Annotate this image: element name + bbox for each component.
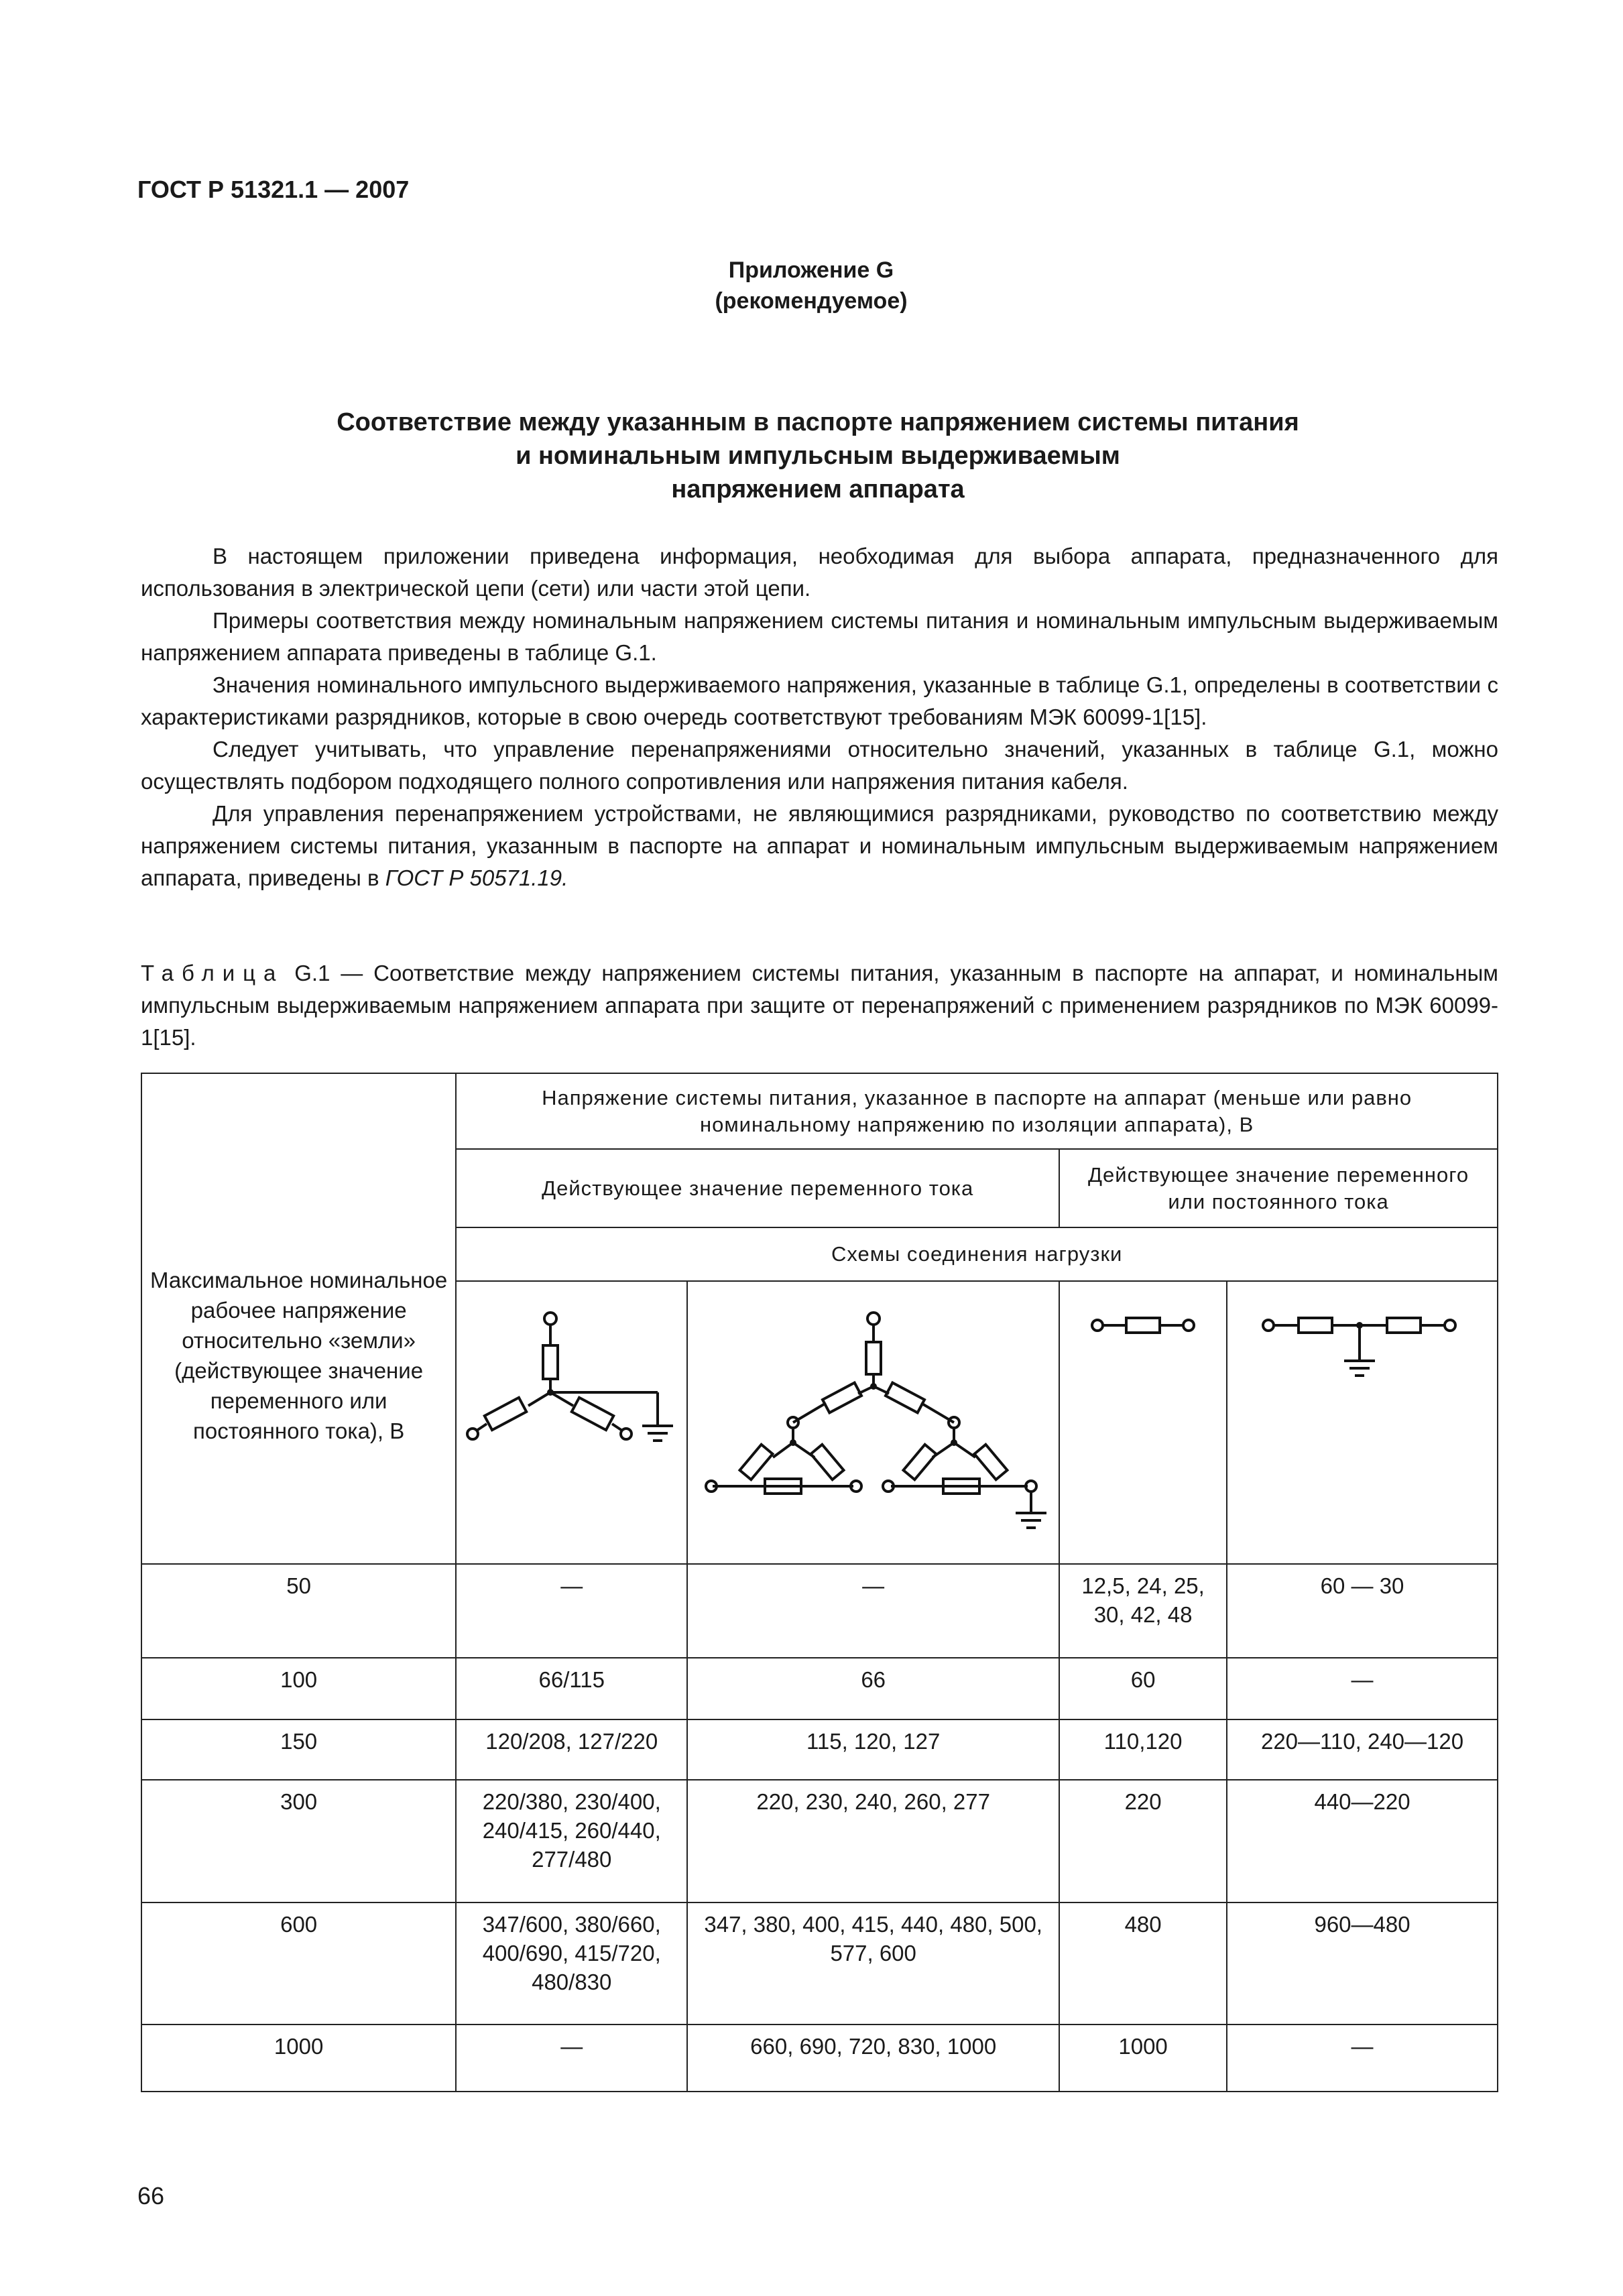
table-caption-word: Таблица (141, 961, 284, 985)
paragraph: Примеры соответствия между номинальным напряжением системы питания и номинальным импульсным выдерживаемым напряжением аппарата приведены в таблице G.1. (141, 608, 1498, 665)
paragraph: Значения номинального импульсного выдерживаемого напряжения, указанные в таблице G.1, определены в соответствии с характеристиками разрядников, которые в свою очередь соответствуют требованиям МЭК 60099-1[15]. (141, 672, 1498, 729)
cell-midpoint: — (1351, 1667, 1374, 1692)
star-connection-earthed-icon (458, 1282, 686, 1550)
cell-max-voltage: 300 (280, 1789, 318, 1814)
midpoint-earthed-connection-icon (1231, 1282, 1493, 1550)
paragraph (141, 798, 1498, 894)
title-line-1: Соответствие между указанным в паспорте напряжением системы питания (337, 408, 1299, 436)
table-row (141, 1902, 1498, 2025)
acdc-header-text: Действующее значение переменного или постоянного тока (1088, 1162, 1469, 1213)
page-number: 66 (137, 2182, 165, 2210)
annex-title (201, 406, 1435, 506)
annex-label: Приложение G (728, 257, 894, 283)
title-line-2: и номинальным импульсным выдерживаемым (516, 442, 1120, 470)
cell-ac-star: — (560, 2034, 583, 2059)
cell-ac-star: 347/600, 380/660, 400/690, 415/720, 480/830 (482, 1912, 661, 1994)
title-line-3: напряжением аппарата (671, 475, 965, 503)
cell-ac-star: 66/115 (538, 1667, 605, 1692)
cell-ac-delta: 220, 230, 240, 260, 277 (756, 1789, 990, 1814)
scheme-midpoint-earthed (1227, 1281, 1498, 1564)
two-wire-connection-icon (1063, 1282, 1223, 1550)
scheme-delta-star (687, 1281, 1059, 1564)
paragraph: В настоящем приложении приведена информация, необходимая для выбора аппарата, предназначенного для использования в электрической цепи (сети) или части этой цепи. (141, 544, 1498, 601)
cell-ac-star: — (560, 1573, 583, 1598)
table-g1 (141, 1073, 1498, 2092)
annex-status: (рекомендуемое) (715, 288, 908, 314)
cell-ac-delta: 347, 380, 400, 415, 440, 480, 500, 577, 600 (704, 1912, 1042, 1966)
cell-max-voltage: 100 (280, 1667, 318, 1692)
scheme-two-wire (1059, 1281, 1227, 1564)
cell-ac-delta: 66 (861, 1667, 886, 1692)
table-row (141, 1658, 1498, 1719)
max-voltage-header-text: Максимальное номинальное рабочее напряжение относительно «земли» (действующее значение переменного или постоянного тока), В (150, 1268, 448, 1443)
supply-voltage-header (456, 1073, 1498, 1149)
ac-header-text: Действующее значение переменного тока (542, 1176, 974, 1200)
cell-midpoint: 60 — 30 (1320, 1573, 1404, 1598)
cell-two-wire: 110,120 (1103, 1729, 1183, 1754)
cell-midpoint: — (1351, 2034, 1374, 2059)
schemes-header-text: Схемы соединения нагрузки (831, 1242, 1123, 1266)
table-row (141, 1719, 1498, 1780)
cell-ac-star: 220/380, 230/400, 240/415, 260/440, 277/480 (482, 1789, 661, 1872)
annex-heading (670, 255, 952, 316)
cell-max-voltage: 150 (280, 1729, 318, 1754)
table-row (141, 2025, 1498, 2092)
multi-phase-connection-icon (693, 1282, 1055, 1550)
paragraph-text: Для управления перенапряжением устройствами, не являющимися разрядниками, руководство по соответствию между напряжением системы питания, указанным в паспорте на аппарат и номинальным импульсным выдерживаемым напряжением аппарата, приведены в (141, 801, 1498, 890)
paragraph: Следует учитывать, что управление перенапряжениями относительно значений, указанных в таблице G.1, можно осуществлять подбором подходящего полного сопротивления или напряжения питания кабеля. (141, 737, 1498, 794)
cell-two-wire: 480 (1124, 1912, 1162, 1937)
table-caption (141, 957, 1498, 1054)
standard-reference: ГОСТ Р 50571.19. (385, 865, 568, 890)
ac-header (456, 1149, 1059, 1227)
cell-ac-delta: — (862, 1573, 885, 1598)
acdc-header (1059, 1149, 1498, 1227)
cell-midpoint: 440—220 (1314, 1789, 1410, 1814)
cell-ac-star: 120/208, 127/220 (485, 1729, 658, 1754)
cell-max-voltage: 1000 (274, 2034, 324, 2059)
cell-two-wire: 12,5, 24, 25, 30, 42, 48 (1081, 1573, 1205, 1627)
cell-ac-delta: 660, 690, 720, 830, 1000 (750, 2034, 997, 2059)
table-row (141, 1780, 1498, 1902)
cell-ac-delta: 115, 120, 127 (806, 1729, 941, 1754)
body-text (141, 540, 1498, 894)
cell-two-wire: 1000 (1118, 2034, 1168, 2059)
cell-midpoint: 960—480 (1314, 1912, 1410, 1937)
table-row (141, 1564, 1498, 1658)
cell-two-wire: 220 (1124, 1789, 1162, 1814)
schemes-header (456, 1227, 1498, 1281)
supply-voltage-header-text: Напряжение системы питания, указанное в паспорте на аппарат (меньше или равно номинальному напряжению по изоляции аппарата), В (542, 1085, 1412, 1136)
cell-two-wire: 60 (1130, 1667, 1156, 1692)
scheme-star-earthed (456, 1281, 687, 1564)
cell-max-voltage: 600 (280, 1912, 318, 1937)
table-caption-text: G.1 — Соответствие между напряжением системы питания, указанным в паспорте на аппарат, и номинальным импульсным выдерживаемым напряжением аппарата при защите от перенапряжений с применением разрядников по МЭК 60099-1[15]. (141, 961, 1498, 1050)
cell-midpoint: 220—110, 240—120 (1260, 1729, 1464, 1754)
cell-max-voltage: 50 (286, 1573, 311, 1598)
max-voltage-header (141, 1073, 456, 1564)
document-header: ГОСТ Р 51321.1 — 2007 (137, 176, 410, 203)
